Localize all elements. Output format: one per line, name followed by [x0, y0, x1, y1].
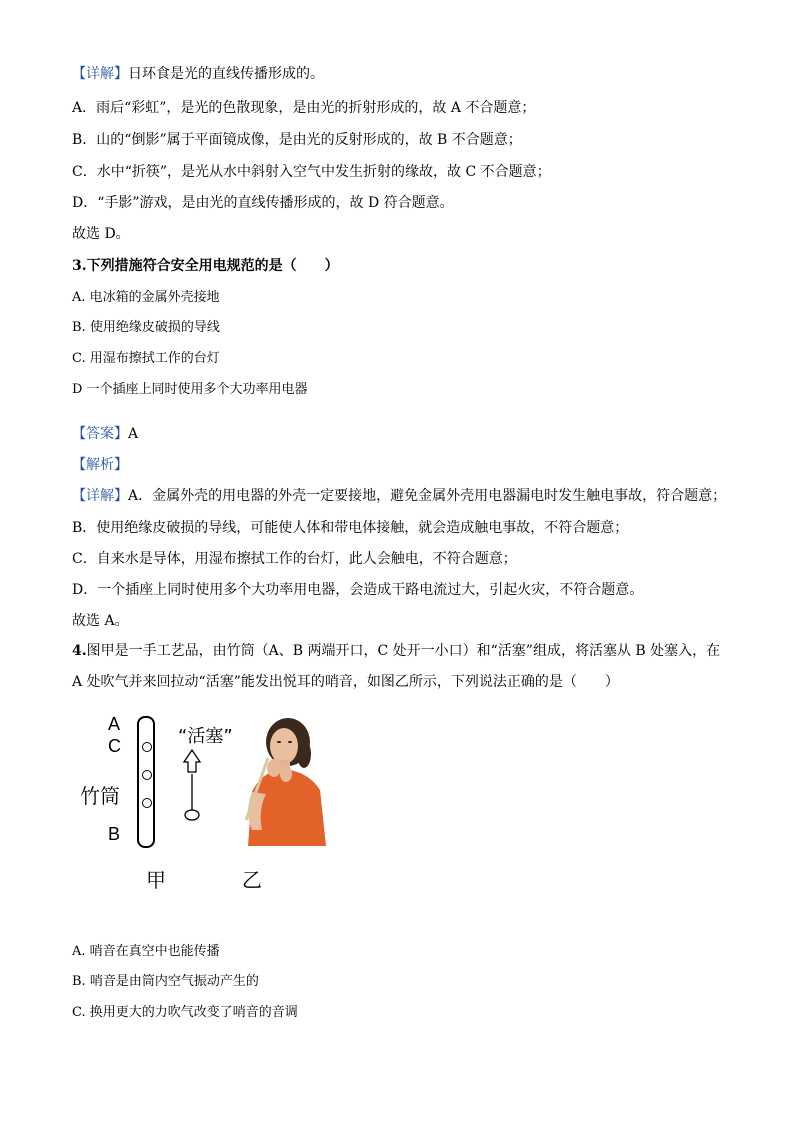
figure-label-piston: “活塞”: [178, 726, 233, 747]
q2-detail-a: A．雨后“彩虹”，是光的色散现象，是由光的折射形成的，故 A 不合题意；: [72, 100, 536, 116]
q3-detail-label: 【详解】: [72, 488, 128, 504]
q3-detail-c: C．自来水是导体，用湿布擦拭工作的台灯，此人会触电，不符合题意；: [72, 551, 517, 567]
tube-hole: [142, 742, 152, 752]
q2-detail-b: B．山的“倒影”属于平面镜成像，是由光的反射形成的，故 B 不合题意；: [72, 132, 522, 148]
q2-detail-d: D．“手影”游戏，是由光的直线传播形成的，故 D 符合题意。: [72, 195, 454, 211]
q3-conclusion: 故选 A。: [72, 613, 129, 629]
q2-detail-c: C．水中“折筷”，是光从水中斜射入空气中发生折射的缘故，故 C 不合题意；: [72, 164, 551, 180]
figure-caption-jia: 甲: [146, 868, 166, 892]
q4-option-b: B. 哨音是由筒内空气振动产生的: [72, 974, 259, 989]
q2-detail-intro: 日环食是光的直线传播形成的。: [128, 66, 324, 82]
tube-hole: [142, 770, 152, 780]
q3-detail-a-text: A．金属外壳的用电器的外壳一定要接地，避免金属外壳用电器漏电时发生触电事故，符合题意；: [128, 488, 727, 504]
q3-detail-d: D．一个插座上同时使用多个大功率用电器，会造成干路电流过大，引起火灾，不符合题意。: [72, 582, 644, 598]
q2-detail-line: [72, 64, 324, 84]
q3-option-d: D 一个插座上同时使用多个大功率用电器: [72, 382, 308, 397]
q3-number: 3.: [72, 258, 87, 274]
q4-stem-line1: [72, 641, 720, 661]
figure-caption-yi: 乙: [242, 868, 262, 892]
q3-answer-label: 【答案】: [72, 426, 128, 442]
q3-detail-b: B．使用绝缘皮破损的导线，可能使人体和带电体接触，就会造成触电事故，不符合题意；: [72, 520, 629, 536]
q4-number: 4.: [72, 643, 87, 659]
figure-label-tube: 竹筒: [80, 784, 120, 808]
q3-option-b: B. 使用绝缘皮破损的导线: [72, 320, 220, 335]
q3-analysis-label: 【解析】: [72, 457, 128, 473]
figure-label-c: C: [108, 736, 121, 756]
figure-label-a: A: [108, 714, 121, 734]
q4-option-c: C. 换用更大的力吹气改变了哨音的音调: [72, 1005, 298, 1020]
q3-stem-text: 下列措施符合安全用电规范的是（ ）: [86, 258, 339, 274]
q3-stem: [72, 256, 339, 276]
piston-drawing: [178, 748, 208, 824]
q3-answer: [72, 424, 138, 444]
q3-answer-value: A: [128, 426, 139, 442]
figure-label-b: B: [108, 824, 121, 844]
q2-detail-label: 【详解】: [72, 66, 128, 82]
q4-option-a: A. 哨音在真空中也能传播: [72, 944, 220, 959]
q3-option-c: C. 用湿布擦拭工作的台灯: [72, 351, 220, 366]
q3-detail-a: [72, 486, 726, 506]
q4-stem-line2: A 处吹气并来回拉动“活塞”能发出悦耳的哨音，如图乙所示，下列说法正确的是（ ）: [72, 674, 619, 690]
q4-stem-text1: 图甲是一手工艺品，由竹筒（A、B 两端开口，C 处开一小口）和“活塞”组成，将活塞从 B 处塞入，在: [86, 643, 721, 659]
q2-conclusion: 故选 D。: [72, 226, 130, 242]
whistle-player-photo: [238, 712, 330, 846]
tube-hole: [142, 798, 152, 808]
piston-head: [185, 810, 199, 820]
bamboo-tube: [137, 716, 155, 848]
q3-option-a: A. 电冰箱的金属外壳接地: [72, 290, 220, 305]
up-arrow-icon: [184, 750, 200, 772]
